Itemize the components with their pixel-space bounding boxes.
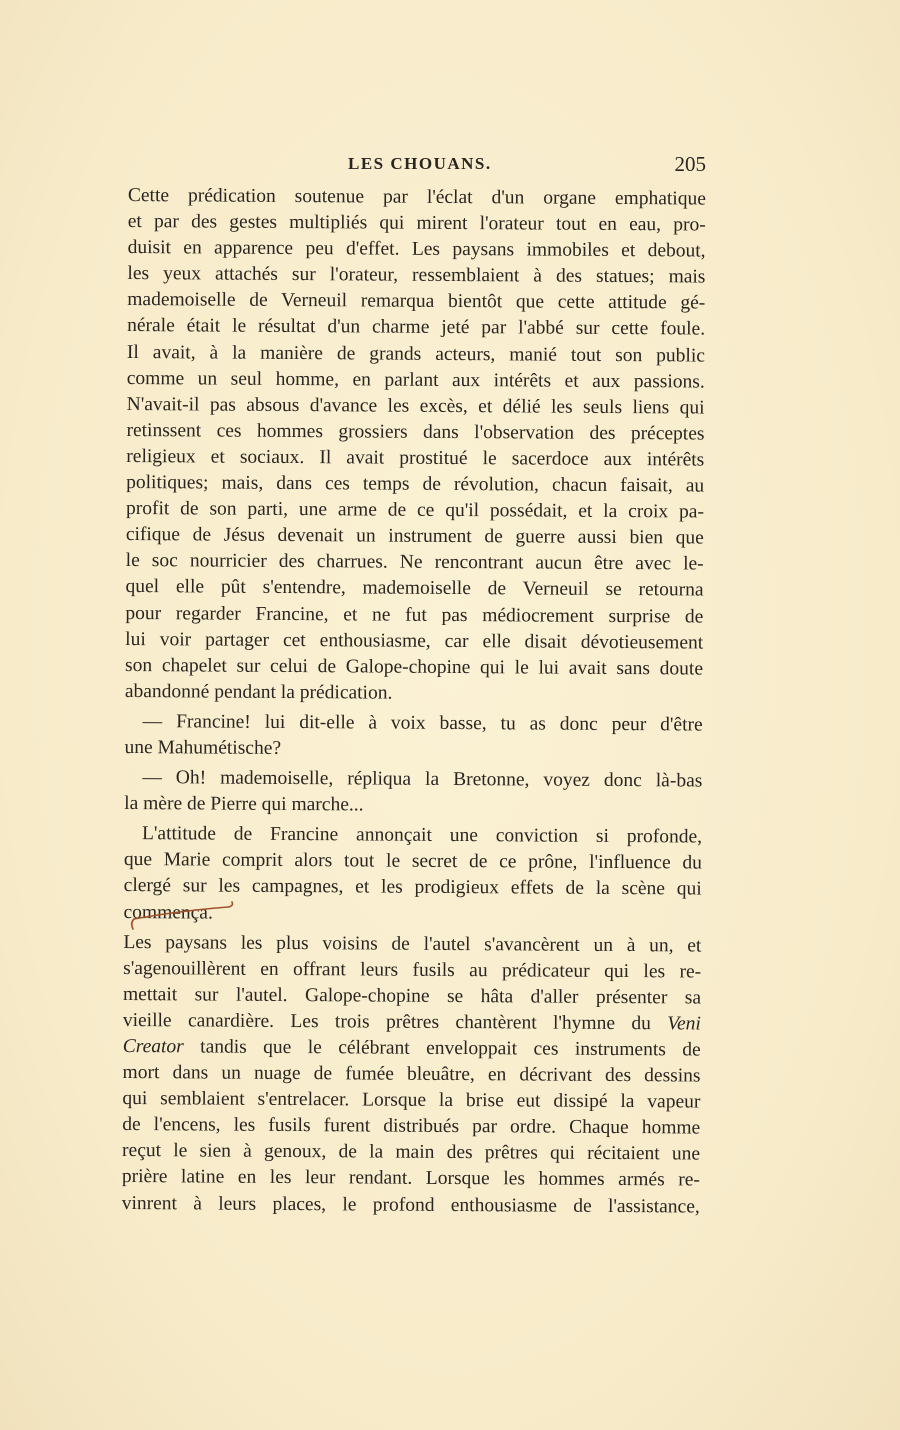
text-line: clergé sur les campagnes, et les prodigieux effets de la scène qui	[123, 875, 702, 900]
text-line: cifique de Jésus devenait un instrument de guerre aussi bien que	[125, 524, 704, 549]
body-text	[122, 183, 706, 1220]
text-line: mort dans un nuage de fumée bleuâtre, en décrivant des dessins	[122, 1062, 701, 1087]
text-line: que Marie comprit alors tout le secret de ce prône, l'influence du	[123, 849, 702, 874]
text-line: mademoiselle de Verneuil remarqua bientôt que cette attitude gé-	[127, 289, 706, 314]
text-line: le soc nourricier des charrues. Ne rencontrant aucun être avec le-	[125, 550, 704, 575]
text-line: une Mahumétische?	[124, 736, 282, 759]
paragraph	[124, 765, 702, 821]
text-line: N'avait-il pas absous d'avance les excès, et délié les seuls liens qui	[126, 393, 705, 419]
paragraph	[125, 183, 706, 708]
page-header	[128, 150, 706, 176]
text-line: Les paysans les plus voisins de l'autel s'avancèrent un à un, et	[123, 931, 702, 957]
text-line: reçut le sien à genoux, de la main des prêtres qui récitaient une	[122, 1140, 701, 1165]
text-line: commença.	[123, 901, 213, 924]
paragraph	[122, 930, 702, 1221]
text-line: son chapelet sur celui de Galope-chopine qui le lui avait sans doute	[124, 654, 704, 680]
text-line: prière latine en les leur rendant. Lorsque les hommes armés re-	[121, 1166, 700, 1191]
text-line: de l'encens, les fusils furent distribués par ordre. Chaque homme	[122, 1114, 701, 1139]
text-line: lui voir partager cet enthousiasme, car elle disait dévotieusement	[125, 628, 704, 654]
text-line: qui semblaient s'entrelacer. Lorsque la brise eut dissipé la vapeur	[122, 1088, 701, 1113]
text-line: politiques; mais, dans ces temps de révolution, chacun faisait, au	[126, 472, 705, 497]
text-line: retinssent ces hommes grossiers dans l'observation des préceptes	[126, 419, 705, 445]
paragraph	[124, 709, 702, 765]
text-line: mettait sur l'autel. Galope-chopine se hâta d'aller présenter sa	[122, 983, 702, 1009]
page-number: 205	[674, 152, 706, 176]
text-line: s'agenouillèrent en offrant leurs fusils au prédicateur qui les re-	[123, 957, 702, 983]
text-line: vieille canardière. Les trois prêtres chantèrent l'hymne du Veni	[122, 1009, 701, 1035]
text-line: abandonné pendant la prédication.	[124, 680, 393, 704]
text-line: Il avait, à la manière de grands acteurs, manié tout son public	[126, 341, 706, 367]
text-line: religieux et sociaux. Il avait prostitué le sacerdoce aux intérêts	[126, 445, 705, 471]
text-line: Cette prédication soutenue par l'éclat d'un organe emphatique	[127, 184, 706, 210]
text-line: les yeux attachés sur l'orateur, ressemblaient à des statues; mais	[127, 263, 706, 288]
text-line: vinrent à leurs places, le profond enthousiasme de l'assistance,	[121, 1192, 700, 1218]
text-line: L'attitude de Francine annonçait une conviction si profonde,	[141, 823, 703, 848]
text-line: comme un seul homme, en parlant aux intérêts et aux passions.	[126, 367, 705, 393]
text-line: et par des gestes multipliés qui mirent l'orateur tout en eau, pro-	[127, 211, 706, 236]
text-line: nérale était le résultat d'un charme jeté par l'abbé sur cette foule.	[127, 315, 706, 340]
text-line: — Oh! mademoiselle, répliqua la Bretonne, voyez donc là-bas	[142, 767, 703, 792]
text-line: pour regarder Francine, et ne fut pas médiocrement surprise de	[125, 602, 704, 628]
text-line: Creator tandis que le célébrant enveloppait ces instruments de	[122, 1035, 701, 1061]
text-line: profit de son parti, une arme de ce qu'il possédait, et la croix pa-	[125, 498, 705, 523]
text-line: quel elle pût s'entendre, mademoiselle de Verneuil se retourna	[125, 576, 704, 601]
text-line: — Francine! lui dit-elle à voix basse, tu as donc peur d'être	[142, 710, 703, 736]
paragraph	[123, 821, 702, 929]
text-line: la mère de Pierre qui marche...	[124, 793, 364, 816]
text-line: duisit en apparence peu d'effet. Les paysans immobiles et debout,	[127, 237, 706, 262]
running-head: LES CHOUANS.	[348, 154, 492, 173]
